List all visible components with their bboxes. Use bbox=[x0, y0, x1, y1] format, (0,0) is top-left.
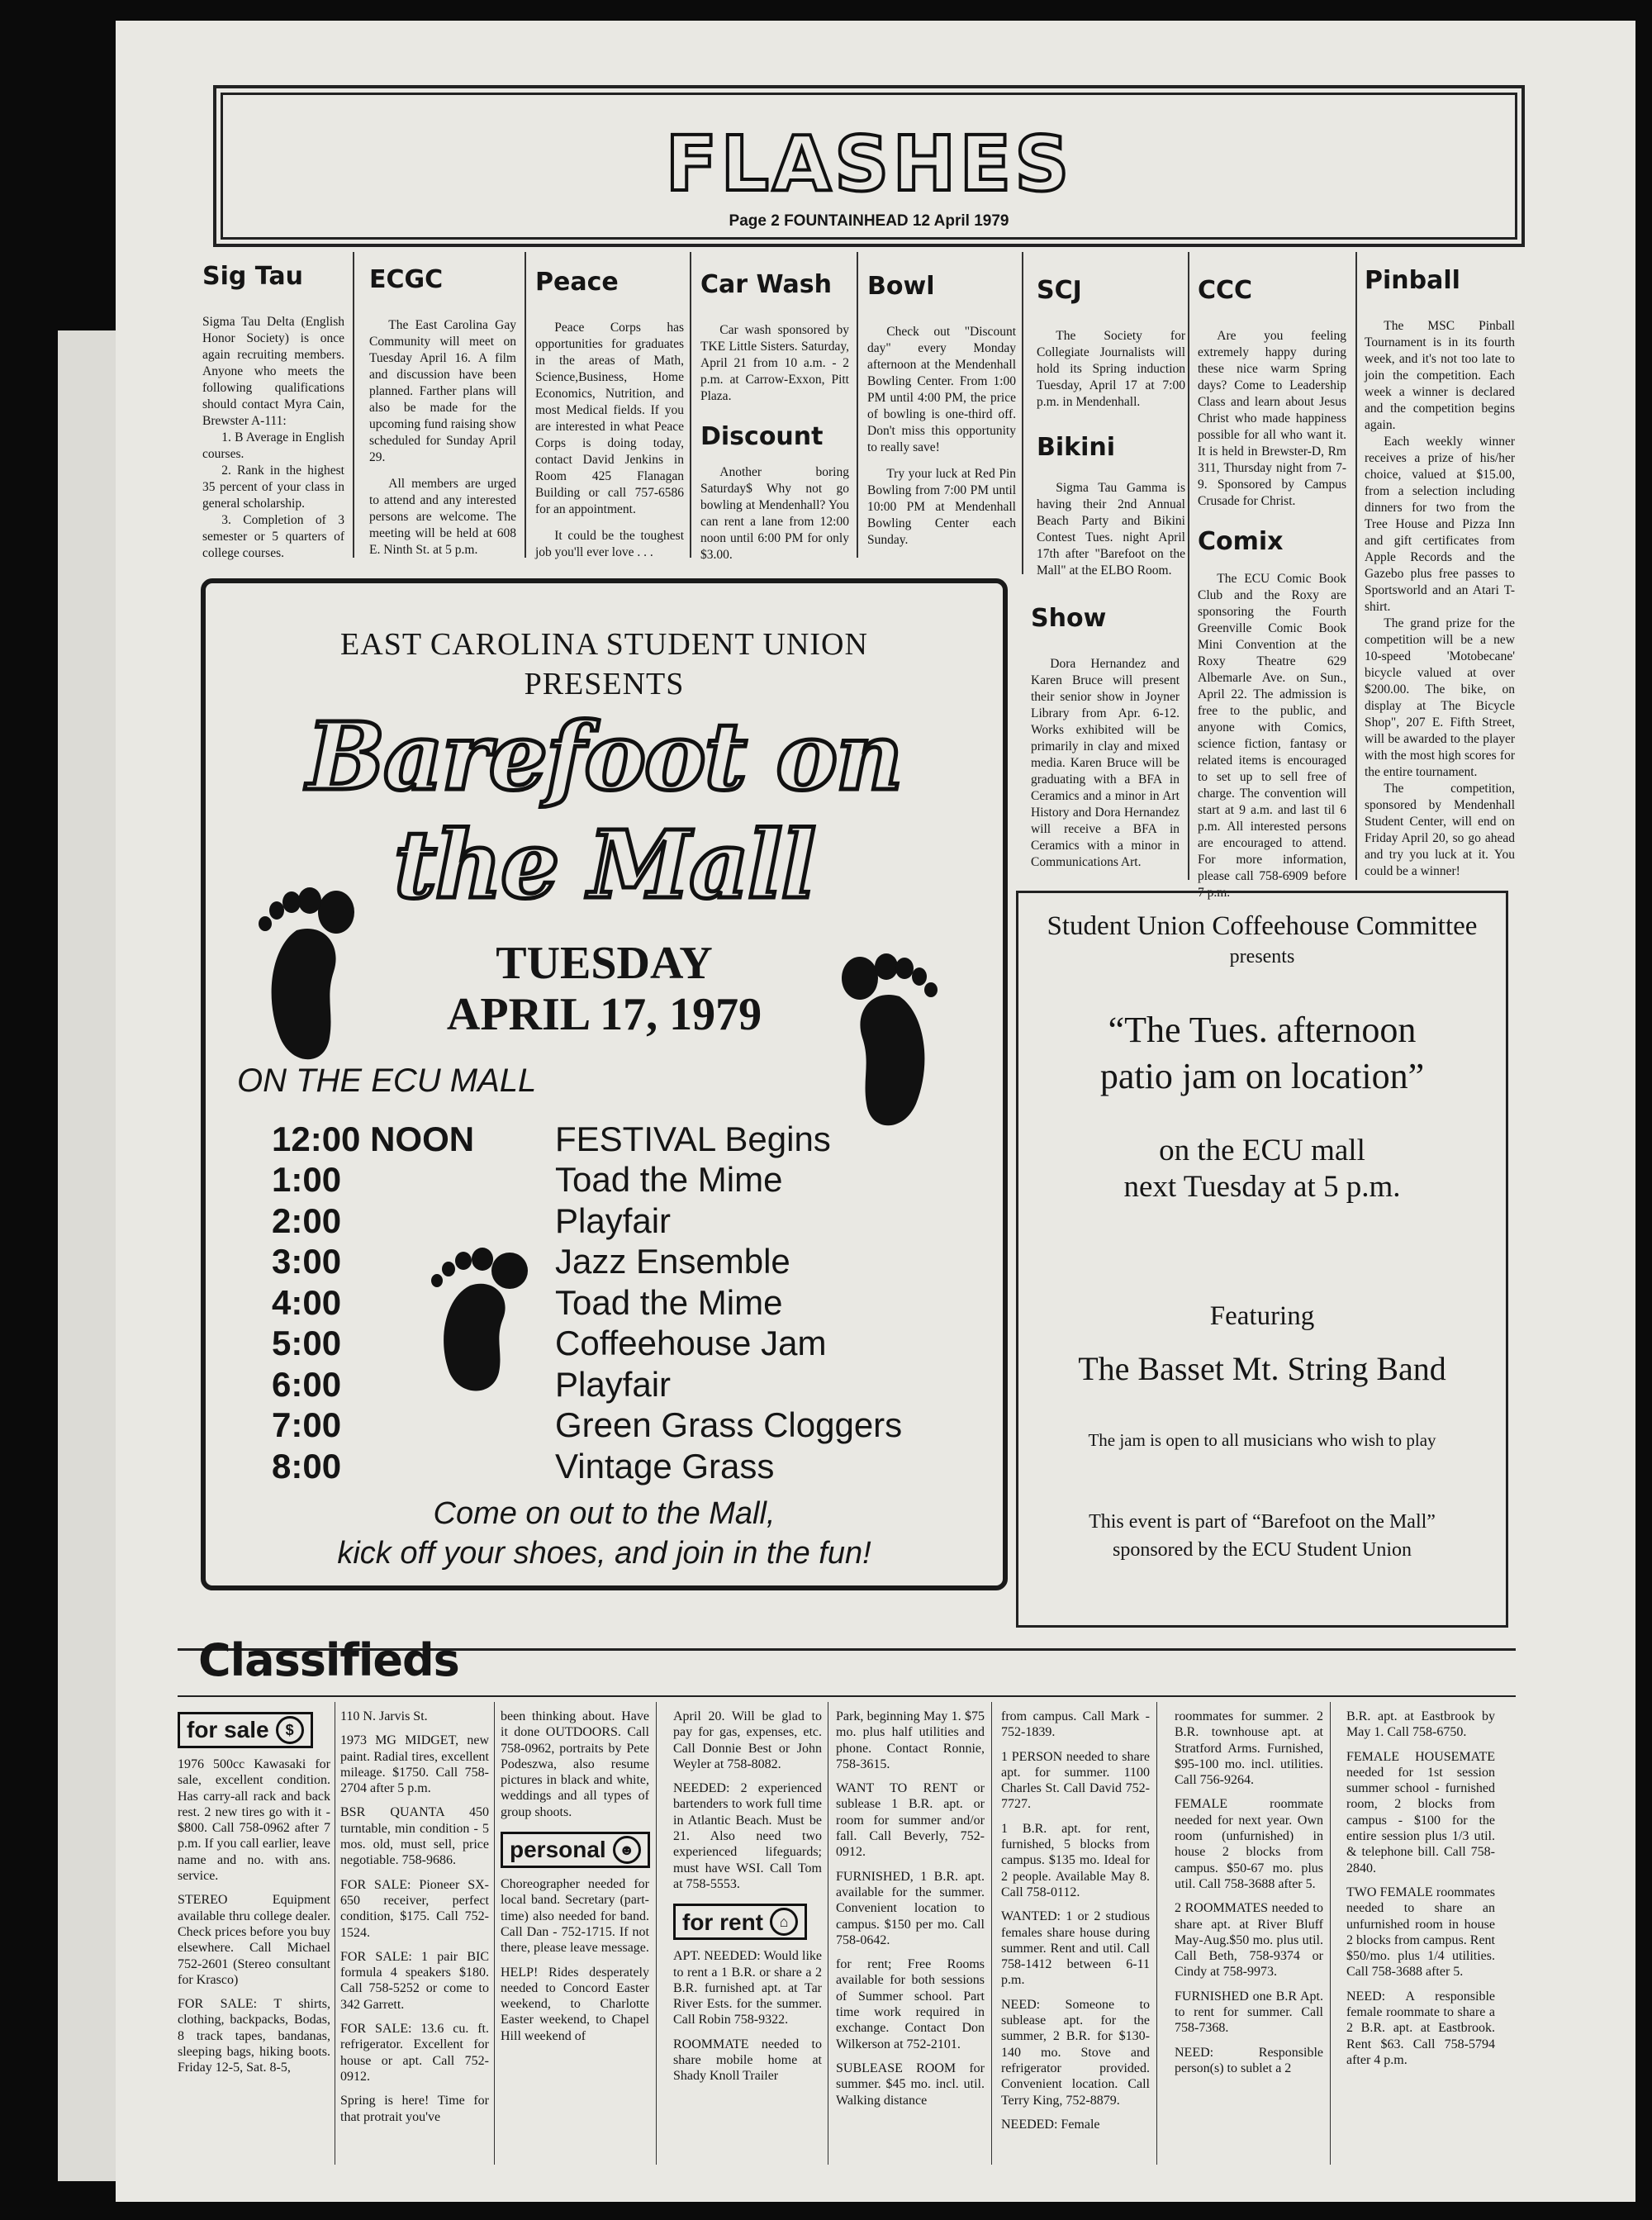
column-divider bbox=[857, 252, 858, 558]
classified-item: April 20. Will be glad to pay for gas, expenses, etc. Call Donnie Best or John Weyler at 758-8082. bbox=[673, 1709, 822, 1771]
classified-item: TWO FEMALE roommates needed to share an unfurnished room in house 2 blocks from campus. Rent $50/mo. plus 1/4 utilities. Call 758-3688 after 5. bbox=[1346, 1885, 1495, 1980]
flash-heading: Bowl bbox=[867, 272, 935, 301]
flash-text: Car wash sponsored by TKE Little Sisters. Saturday, April 21 from 10 a.m. - 2 p.m. at Carrow-Exxon, Pitt Plaza. bbox=[700, 323, 849, 403]
tag-label: for sale bbox=[187, 1717, 269, 1743]
classified-item: FOR SALE: Pioneer SX-650 receiver, perfect condition, $175. Call 752-1524. bbox=[340, 1877, 489, 1940]
classified-col-2 bbox=[340, 1709, 489, 2133]
classified-col-8 bbox=[1346, 1709, 1495, 2076]
flash-heading: Show bbox=[1031, 604, 1107, 633]
classified-list bbox=[340, 1709, 489, 2125]
classified-item: 1 PERSON needed to share apt. for summer. 1100 Charles St. Call David 752-7727. bbox=[1001, 1749, 1150, 1812]
flash-heading: Bikini bbox=[1037, 433, 1116, 462]
column-divider bbox=[690, 252, 691, 558]
classified-item: FOR SALE: T shirts, clothing, backpacks, Bodas, 8 track tapes, bandanas, sleeping bags, hiking boots. Friday 12-5, Sat. 8-5, bbox=[178, 1997, 330, 2075]
column-divider bbox=[991, 1702, 992, 2165]
flash-peace bbox=[535, 269, 684, 561]
flash-text: The grand prize for the competition will be a new 10-speed 'Motobecane' bicycle valued at over $200.00. The bike, on display at The Bicycle Shop", 207 E. Fifth Street, will be awarded to the player with the most high scores for the entire tournament. bbox=[1365, 616, 1515, 779]
classified-list bbox=[501, 1876, 649, 2044]
classified-item: 110 N. Jarvis St. bbox=[340, 1709, 428, 1723]
page-subtitle: Page 2 FOUNTAINHEAD 12 April 1979 bbox=[729, 212, 1009, 230]
column-divider bbox=[1355, 252, 1357, 880]
flash-pinball bbox=[1365, 267, 1515, 880]
column-divider bbox=[656, 1702, 657, 2165]
flash-heading: Car Wash bbox=[700, 270, 832, 299]
schedule-row bbox=[272, 1242, 902, 1283]
for-sale-tag bbox=[178, 1712, 313, 1748]
page-edge bbox=[58, 330, 120, 2181]
ad-when-line2: next Tuesday at 5 p.m. bbox=[1123, 1170, 1401, 1204]
classified-item: 2 ROOMMATES needed to share apt. at River Bluff May-Aug.$50 mo. plus util. Call Beth, 758-9374 or Cindy at 758-9973. bbox=[1175, 1901, 1323, 1980]
classified-item: B.R. apt. at Eastbrook by May 1. Call 758-6750. bbox=[1346, 1709, 1495, 1740]
flash-bowl bbox=[867, 273, 1016, 549]
classified-item: 1 B.R. apt. for rent, furnished, 5 blocks from campus. $135 mo. Ideal for 2 people. Available May 8. Call 758-0112. bbox=[1001, 1821, 1150, 1899]
schedule-event: Jazz Ensemble bbox=[555, 1242, 790, 1281]
personal-tag bbox=[501, 1832, 650, 1868]
classified-item: FOR SALE: 1 pair BIC formula 4 speakers $180. Call 758-5252 or come to 342 Garrett. bbox=[340, 1949, 489, 2012]
classified-list bbox=[1001, 1709, 1150, 2132]
ad-schedule bbox=[272, 1119, 902, 1487]
ad-note: The jam is open to all musicians who wish to play bbox=[1088, 1430, 1436, 1450]
schedule-event: Coffeehouse Jam bbox=[555, 1324, 827, 1363]
for-rent-tag bbox=[673, 1904, 807, 1940]
flash-text: Peace Corps has opportunities for graduates in the areas of Math, Science,Business, Home Economics, Nutrition, and most Medical fields. If you are interested in what Peace Corps is doing today, contact David Jenkins in Room 425 Flanagan Building or call 757-6586 for an appointment. bbox=[535, 321, 684, 516]
coffeehouse-ad bbox=[1016, 891, 1508, 1628]
schedule-row bbox=[272, 1200, 902, 1242]
classified-item: from campus. Call Mark - 752-1839. bbox=[1001, 1709, 1150, 1740]
classified-item: SUBLEASE ROOM for summer. $45 mo. incl. util. Walking distance bbox=[836, 2061, 985, 2108]
classified-list bbox=[1175, 1709, 1323, 2076]
classified-col-4 bbox=[673, 1709, 822, 2093]
flash-heading: Comix bbox=[1198, 527, 1284, 556]
schedule-row bbox=[272, 1446, 902, 1487]
classified-item: STEREO Equipment available thru college dealer. Check prices before you buy elsewhere. Call Michael 752-2601 (Stereo consultant for Krasco) bbox=[178, 1893, 330, 1987]
classified-item: been thinking about. Have it done OUTDOORS. Call 758-0962, portraits by Pete Podeszwa, also resume pictures in black and white, weddings and all types of group shoots. bbox=[501, 1709, 649, 1819]
column-divider bbox=[1156, 1702, 1157, 2165]
classifieds-title: Classifieds bbox=[198, 1634, 459, 1686]
classified-item: WANT TO RENT or sublease 1 B.R. apt. or room for summer and/or fall. Call Beverly, 752-0912. bbox=[836, 1781, 985, 1860]
classified-item: HELP! Rides desperately needed to Concord Easter weekend, to Charlotte Easter weekend, to Chapel Hill weekend of bbox=[501, 1965, 649, 2043]
classified-item: ROOMMATE needed to share mobile home at Shady Knoll Trailer bbox=[673, 2037, 822, 2084]
classified-item: WANTED: 1 or 2 studious females share house during summer. Rent and util. Call 758-1412 between 6-11 p.m. bbox=[1001, 1909, 1150, 1988]
flash-scj bbox=[1037, 277, 1185, 579]
classified-item: FEMALE roommate needed for next year. Own room (unfurnished) in house 2 blocks from campus. $50-67 mo. plus util. Call 758-3688 after 5. bbox=[1175, 1797, 1323, 1891]
flash-text: 3. Completion of 3 semester or 5 quarters of college courses. bbox=[202, 513, 344, 560]
flash-text: The competition, sponsored by Mendenhall Student Center, will end on Friday April 20, so go ahead and try you luck at it. You could be a winner! bbox=[1365, 782, 1515, 878]
tag-label: for rent bbox=[682, 1909, 763, 1935]
schedule-time: 2:00 bbox=[272, 1200, 342, 1240]
masthead bbox=[213, 85, 1525, 247]
ad-footer-line2: kick off your shoes, and join in the fun! bbox=[337, 1536, 871, 1571]
section-divider bbox=[178, 1695, 1516, 1697]
flash-text: Try your luck at Red Pin Bowling from 7:00 PM until 10:00 PM at Mendenhall Bowling Center each Sunday. bbox=[867, 467, 1016, 547]
column-divider bbox=[353, 252, 354, 558]
schedule-row bbox=[272, 1405, 902, 1447]
classified-list bbox=[673, 1709, 822, 1892]
flash-heading: Sig Tau bbox=[202, 262, 304, 291]
ad-part-line1: This event is part of “Barefoot on the Mall” bbox=[1089, 1511, 1436, 1533]
classified-item: FURNISHED one B.R Apt. to rent for summer. Call 758-7368. bbox=[1175, 1989, 1323, 2036]
flash-text: The Society for Collegiate Journalists will hold its Spring induction Tuesday, April 17 at 7:00 p.m. in Mendenhall. bbox=[1037, 329, 1185, 409]
classified-item: 1973 MG MIDGET, new paint. Radial tires, excellent mileage. $1750. Call 758-2704 after 5 p.m. bbox=[340, 1733, 489, 1796]
classified-col-6 bbox=[1001, 1709, 1150, 2141]
flash-text: Sigma Tau Gamma is having their 2nd Annual Beach Party and Bikini Contest Tues. night April 17th after "Barefoot on the Mall" at the ELBO Room. bbox=[1037, 481, 1185, 578]
classified-item: BSR QUANTA 450 turntable, min condition - 5 mos. old, must sell, price negotiable. 758-9686. bbox=[340, 1805, 489, 1868]
schedule-event: Vintage Grass bbox=[555, 1446, 775, 1486]
flash-text: The East Carolina Gay Community will meet on Tuesday April 16. A film and discussion have been planned. Farther plans will also be made for the upcoming fund raising show scheduled for Sunday April 29. bbox=[369, 318, 516, 464]
schedule-event: Toad the Mime bbox=[555, 1282, 783, 1322]
classified-item: NEED: A responsible female roommate to share a 2 B.R. apt. at Eastbrook. Rent $63. Call 758-5794 after 4 p.m. bbox=[1346, 1989, 1495, 2067]
flash-text: Are you feeling extremely happy during these nice warm Spring days? Come to Leadership Class and learn about Jesus Christ who made happiness possible for all who want it. It is held in Brewster-D, Rm 311, Thursday night from 7-9. Sponsored by Campus Crusade for Christ. bbox=[1198, 329, 1346, 508]
ad-part-line2: sponsored by the ECU Student Union bbox=[1113, 1539, 1412, 1561]
classified-list bbox=[178, 1757, 330, 2076]
flash-heading: SCJ bbox=[1037, 276, 1082, 305]
flash-text: Dora Hernandez and Karen Bruce will present their senior show in Joyner Library from Apr. 6-12. Works exhibited will be primarily in clay and mixed media. Karen Bruce will be graduating with a BFA in Ceramics and a minor in Art History and Dora Hernandez will receive a BFA in Ceramics with a minor in Communications Art. bbox=[1031, 657, 1180, 869]
schedule-time: 4:00 bbox=[272, 1282, 342, 1322]
classified-item: FURNISHED, 1 B.R. apt. available for the summer. Convenient location to campus. $150 per mo. Call 758-0642. bbox=[836, 1869, 985, 1947]
column-divider bbox=[1022, 252, 1023, 574]
tag-label: personal bbox=[510, 1837, 606, 1863]
column-divider bbox=[1330, 1702, 1331, 2165]
flash-text: Sigma Tau Delta (English Honor Society) is once again recruiting members. Anyone who meets the following qualifications should contact Myra Cain, Brewster A-111: bbox=[202, 315, 344, 428]
flash-text: The MSC Pinball Tournament is in its fourth week, and it's not too late to join the competition. Each week a winner is declared and the competition begins again. bbox=[1365, 319, 1515, 432]
classified-item: FOR SALE: 13.6 cu. ft. refrigerator. Excellent for house or apt. Call 752-0912. bbox=[340, 2022, 489, 2084]
flash-ecgc bbox=[369, 266, 516, 559]
classified-item: NEEDED: Female bbox=[1001, 2117, 1100, 2132]
flash-heading: Peace bbox=[535, 268, 619, 297]
schedule-row bbox=[272, 1160, 902, 1201]
flash-text: Each weekly winner receives a prize of his/her choice, valued at $15.00, from a selection including dinners for two from the Tree House and Pizza Inn and gift certificates from Apple Records and the Gazebo plus free passes to Sportsworld and an Atari T-shirt. bbox=[1365, 435, 1515, 614]
dollar-icon: $ bbox=[276, 1716, 304, 1744]
ad-title-line1: “The Tues. afternoon bbox=[1108, 1010, 1417, 1050]
ad-presenter: EAST CAROLINA STUDENT UNION bbox=[340, 627, 868, 662]
flash-text: Another boring Saturday$ Why not go bowling at Mendenhall? You can rent a lane from 12:00 noon until 6:00 PM for only $3.00. bbox=[700, 465, 849, 562]
schedule-row bbox=[272, 1324, 902, 1365]
ad-band: The Basset Mt. String Band bbox=[1078, 1350, 1446, 1387]
schedule-time: 8:00 bbox=[272, 1446, 342, 1486]
flash-text: 1. B Average in English courses. bbox=[202, 430, 344, 461]
ad-committee: Student Union Coffeehouse Committee bbox=[1047, 911, 1478, 941]
barefoot-ad bbox=[201, 578, 1008, 1590]
flash-heading: CCC bbox=[1198, 276, 1253, 305]
flash-car-wash bbox=[700, 271, 849, 563]
classified-item: roommates for summer. 2 B.R. townhouse apt. at Stratford Arms. Furnished, $95-100 mo. incl. utilities. Call 756-9264. bbox=[1175, 1709, 1323, 1788]
column-divider bbox=[1188, 252, 1189, 880]
flash-text: It could be the toughest job you'll ever love . . . bbox=[535, 529, 684, 559]
ad-presents: presents bbox=[1229, 946, 1295, 967]
classified-col-1 bbox=[178, 1709, 330, 2085]
classified-item: Spring is here! Time for that protrait you've bbox=[340, 2094, 489, 2124]
schedule-event: Playfair bbox=[555, 1200, 672, 1240]
classified-col-3 bbox=[501, 1709, 649, 2052]
schedule-row bbox=[272, 1282, 902, 1324]
schedule-time: 12:00 NOON bbox=[272, 1119, 475, 1158]
classified-list bbox=[673, 1948, 822, 2084]
classified-item: FEMALE HOUSEMATE needed for 1st session summer school - furnished room, 2 blocks from campus - $100 for the entire session plus 1/3 util. & telephone bill. Call 758-2840. bbox=[1346, 1749, 1495, 1875]
classified-item: APT. NEEDED: Would like to rent a 1 B.R. or share a 2 B.R. furnished apt. at Tar River Ests. for the summer. Call Robin 758-9322. bbox=[673, 1949, 822, 2027]
page-title: FLASHES bbox=[665, 120, 1073, 208]
ad-title-line2: patio jam on location” bbox=[1099, 1056, 1425, 1096]
classified-item: Park, beginning May 1. $75 mo. plus half utilities and phone. Contact Ronnie, 758-3615. bbox=[836, 1709, 985, 1771]
schedule-time: 6:00 bbox=[272, 1364, 342, 1404]
flash-sig-tau bbox=[202, 263, 344, 562]
ad-location: ON THE ECU MALL bbox=[237, 1062, 537, 1099]
column-divider bbox=[525, 252, 526, 558]
person-icon: ☻ bbox=[613, 1836, 641, 1864]
classified-col-5 bbox=[836, 1709, 985, 2117]
classified-item: NEED: Responsible person(s) to sublet a 2 bbox=[1175, 2045, 1323, 2075]
ad-day: TUESDAY bbox=[496, 938, 713, 989]
schedule-time: 3:00 bbox=[272, 1242, 342, 1281]
ad-when-line1: on the ECU mall bbox=[1159, 1134, 1365, 1167]
classified-item: NEEDED: 2 experienced bartenders to work full time in Atlantic Beach. Must be 21. Also need two experienced lifeguards; must have WSI. Call Tom at 758-5553. bbox=[673, 1781, 822, 1891]
classified-col-7 bbox=[1175, 1709, 1323, 2085]
flash-heading: Pinball bbox=[1365, 266, 1460, 295]
schedule-time: 1:00 bbox=[272, 1160, 342, 1200]
classified-item: Choreographer needed for local band. Secretary (part-time) also needed for band. Call Dan - 752-1715. If not there, please leave message. bbox=[501, 1877, 649, 1956]
flash-text: 2. Rank in the highest 35 percent of your class in general scholarship. bbox=[202, 463, 344, 511]
house-icon: ⌂ bbox=[770, 1908, 798, 1936]
flash-text: The ECU Comic Book Club and the Roxy are sponsoring the Fourth Greenville Comic Book Mini Convention at the Roxy Theatre 629 Albemarle Ave. on Sun., April 22. The admission is free to the public, and anyone with Comics, science fiction, fantasy or related items is encouraged to set up to sell free of charge. The convention will start at 9 a.m. and last til 6 p.m. All interested persons are encouraged to attend. For more information, please call 758-6909 before 7 p.m. bbox=[1198, 572, 1346, 900]
ad-footer-line1: Come on out to the Mall, bbox=[433, 1496, 776, 1531]
classified-item: NEED: Someone to sublease apt. for the summer, 2 B.R. for $130-140 mo. Stove and refrigerator provided. Convenient location. Call Terry King, 752-8879. bbox=[1001, 1997, 1150, 2108]
schedule-event: Playfair bbox=[555, 1364, 672, 1404]
classified-list bbox=[1346, 1709, 1495, 2068]
ad-presents: PRESENTS bbox=[524, 667, 685, 701]
flash-show bbox=[1031, 605, 1180, 871]
flash-heading: Discount bbox=[700, 422, 824, 451]
classified-list bbox=[501, 1709, 649, 1820]
ad-date: APRIL 17, 1979 bbox=[446, 989, 762, 1040]
schedule-event: Green Grass Cloggers bbox=[555, 1405, 903, 1445]
flash-text: Check out "Discount day" every Monday afternoon at the Mendenhall Bowling Center. From 1:00 PM until 4:00 PM, the price of bowling is one-third off. Don't miss this opportunity to really save! bbox=[867, 325, 1016, 454]
schedule-event: FESTIVAL Begins bbox=[555, 1119, 831, 1158]
flash-ccc bbox=[1198, 277, 1346, 901]
classified-item: for rent; Free Rooms available for both sessions of Summer school. Part time work required in exchange. Contact Don Wilkerson at 752-2101. bbox=[836, 1957, 985, 2051]
schedule-row bbox=[272, 1364, 902, 1405]
ad-title: Barefoot on the Mall bbox=[306, 703, 902, 920]
classified-item: 1976 500cc Kawasaki for sale, excellent condition. Has carry-all rack and back rest. 2 new tires go with it - $800. Call 758-0962 after 7 p.m. If you call earlier, leave name and no. with ans. service. bbox=[178, 1757, 330, 1884]
schedule-time: 5:00 bbox=[272, 1324, 342, 1363]
flash-text: All members are urged to attend and any interested persons are welcome. The meeting will be held at 608 E. Ninth St. at 5 p.m. bbox=[369, 477, 516, 557]
column-divider bbox=[494, 1702, 495, 2165]
schedule-time: 7:00 bbox=[272, 1405, 342, 1445]
flash-heading: ECGC bbox=[369, 265, 444, 294]
ad-featuring: Featuring bbox=[1209, 1301, 1315, 1331]
schedule-row bbox=[272, 1119, 902, 1160]
schedule-event: Toad the Mime bbox=[555, 1160, 783, 1200]
classified-list bbox=[836, 1709, 985, 2108]
